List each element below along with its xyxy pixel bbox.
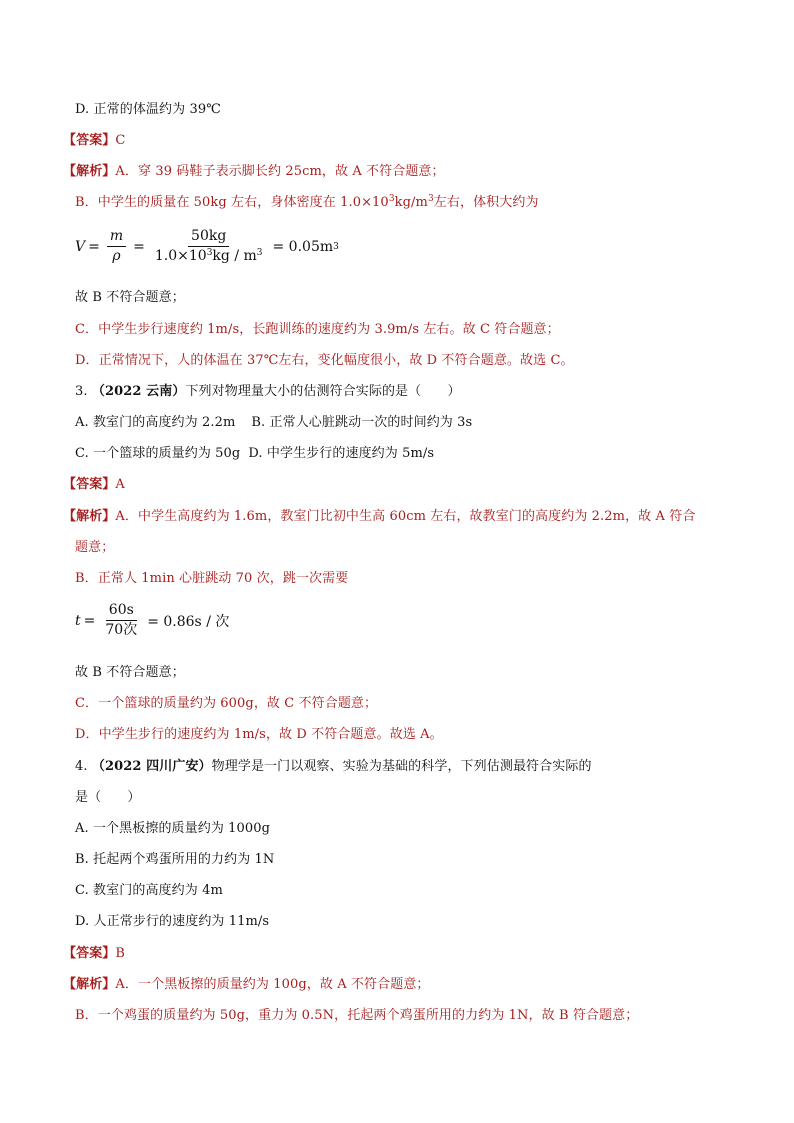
analysis-tag: 【解析】 <box>63 509 116 524</box>
denominator-text: 1.0×10 <box>154 248 207 264</box>
question-source: （2022 四川广安） <box>91 759 212 774</box>
fraction-numerator: 50kg <box>188 228 229 247</box>
formula-lhs: V <box>75 238 86 255</box>
denominator-text: kg / m <box>212 248 257 264</box>
q3-analysis-b: B．正常人 1min 心脏跳动 70 次，跳一次需要 <box>75 571 349 586</box>
superscript: 3 <box>206 248 213 258</box>
fraction-denominator: 70次 <box>105 622 138 638</box>
answer-value: B <box>115 946 126 961</box>
q2-analysis-b <box>75 194 539 212</box>
q2-answer <box>63 132 126 150</box>
answer-tag: 【答案】 <box>63 133 116 148</box>
q3-analysis-a-cont: 题意； <box>75 540 115 555</box>
q4-stem-cont: 是（ ） <box>75 790 141 805</box>
answer-tag: 【答案】 <box>63 946 116 961</box>
superscript: 3 <box>427 194 434 204</box>
q4-stem <box>75 758 592 776</box>
question-number: 3. <box>75 384 88 399</box>
q4-option-a: A. 一个黑板擦的质量约为 1000g <box>75 821 271 836</box>
analysis-text: B．中学生的质量在 50kg 左右，身体密度在 1.0×10 <box>75 195 389 210</box>
formula-equals: = <box>133 238 145 255</box>
question-text: 下列对物理量大小的估测符合实际的是（ ） <box>185 384 461 399</box>
option-a: A. 教室门的高度约为 2.2m <box>75 415 236 430</box>
q3-analysis-a <box>63 508 696 526</box>
option-b: B. 正常人心脏跳动一次的时间约为 3s <box>251 415 473 430</box>
formula-result: = 0.86s / 次 <box>147 613 230 630</box>
q2-option-d: D. 正常的体温约为 39℃ <box>75 102 221 117</box>
q3-b-conclusion: 故 B 不符合题意； <box>75 665 185 680</box>
q4-analysis-b: B．一个鸡蛋的质量约为 50g，重力为 0.5N，托起两个鸡蛋所用的力约为 1N，故 B 符合题意； <box>75 1008 639 1023</box>
analysis-text: A．穿 39 码鞋子表示脚长约 25cm，故 A 不符合题意； <box>115 164 445 179</box>
answer-value: C <box>115 133 126 148</box>
q2-volume-formula: V = $\frac{m}{\rho}$ = $\frac{50kg}{1.0\times 10^3kg / m^3}$ = 0.05m 3 <box>75 228 339 264</box>
answer-tag: 【答案】 <box>63 477 116 492</box>
analysis-tag: 【解析】 <box>63 164 116 179</box>
q3-analysis-c: C．一个篮球的质量约为 600g，故 C 不符合题意； <box>75 696 378 711</box>
q2-analysis-c: C．中学生步行速度约 1m/s，长跑训练的速度约为 3.9m/s 左右。故 C 符合题意； <box>75 322 560 337</box>
analysis-text: kg/m <box>394 195 428 210</box>
q3-stem <box>75 383 461 401</box>
q4-option-c: C. 教室门的高度约为 4m <box>75 883 223 898</box>
q3-analysis-d: D．中学生步行的速度约为 1m/s，故 D 不符合题意。故选 A。 <box>75 727 443 742</box>
fraction-denominator: ρ <box>112 248 121 264</box>
analysis-text: 左右，体积大约为 <box>433 195 539 210</box>
question-text: 物理学是一门以观察、实验为基础的科学，下列估测最符合实际的 <box>211 759 592 774</box>
q3-answer <box>63 476 125 494</box>
option-c: C. 一个篮球的质量约为 50g <box>75 446 241 461</box>
formula-fraction <box>107 228 126 265</box>
analysis-tag: 【解析】 <box>63 977 116 992</box>
q2-analysis-d: D．正常情况下，人的体温在 37℃左右，变化幅度很小，故 D 不符合题意。故选 C。 <box>75 353 574 368</box>
q3-options-ab <box>75 414 472 432</box>
formula-fraction <box>102 602 140 639</box>
fraction-denominator <box>152 247 266 265</box>
superscript: 3 <box>388 194 395 204</box>
analysis-text: A．一个黑板擦的质量约为 100g，故 A 不符合题意； <box>115 977 430 992</box>
answer-value: A <box>115 477 125 492</box>
q2-analysis-a <box>63 163 445 181</box>
q4-option-b: B. 托起两个鸡蛋所用的力约为 1N <box>75 852 275 867</box>
formula-fraction <box>152 228 266 265</box>
q4-analysis-a <box>63 976 430 994</box>
q2-b-conclusion: 故 B 不符合题意； <box>75 290 185 305</box>
superscript: 3 <box>256 248 263 258</box>
fraction-numerator: m <box>107 228 126 247</box>
option-d: D. 中学生步行的速度约为 5m/s <box>248 446 435 461</box>
question-source: （2022 云南） <box>91 384 186 399</box>
formula-lhs: t <box>75 612 81 629</box>
fraction-numerator: 60s <box>106 602 137 621</box>
q4-option-d: D. 人正常步行的速度约为 11m/s <box>75 914 270 929</box>
question-number: 4. <box>75 759 88 774</box>
formula-equals: = <box>88 238 100 255</box>
formula-result: = 0.05m <box>272 238 334 255</box>
q3-time-formula <box>75 602 229 639</box>
formula-equals: = <box>83 612 96 629</box>
q3-options-cd <box>75 445 434 463</box>
analysis-text: A．中学生高度约为 1.6m，教室门比初中生高 60cm 左右，故教室门的高度约为 2.2m，故 A 符合 <box>115 509 696 524</box>
q4-answer <box>63 945 126 963</box>
